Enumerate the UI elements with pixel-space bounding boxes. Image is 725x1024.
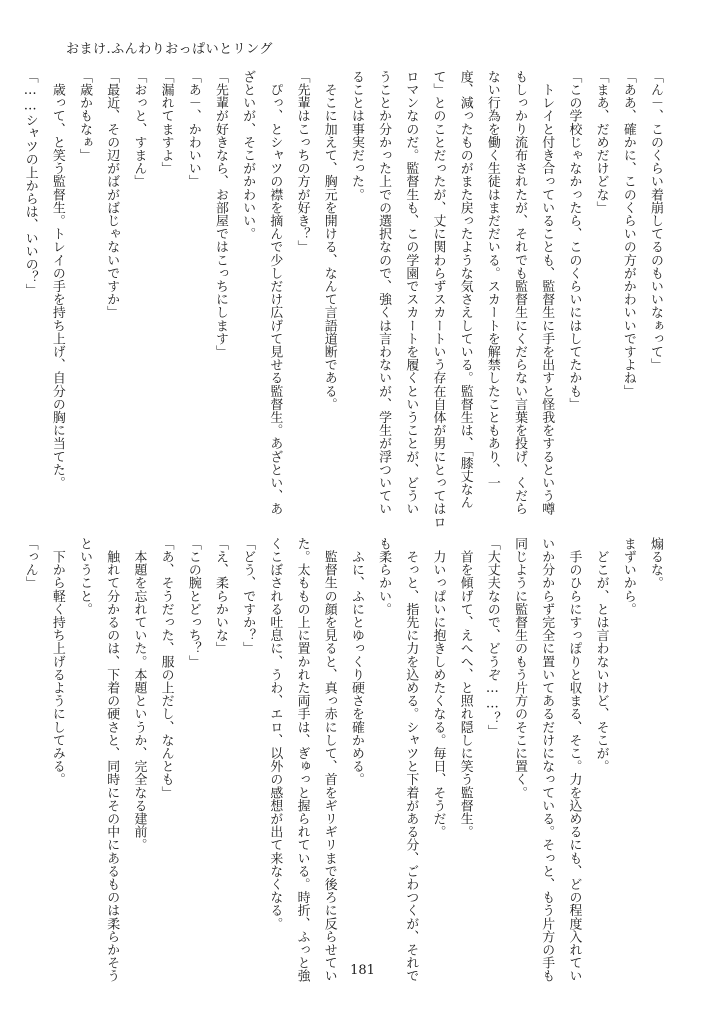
text-column: ということ。: [77, 537, 93, 616]
text-column: もしっかり流布されたが、それでも監督生にくだらない言葉を投げ、くだら: [512, 70, 528, 516]
text-column: 「この学校じゃなかったら、このくらいにはしてたかも」: [566, 70, 582, 411]
text-column: 「まあ、だめだけどな」: [593, 70, 609, 215]
text-column: 「え、柔らかいな」: [213, 537, 228, 655]
text-column: 監督生の顔を見ると、真っ赤にして、首をギリギリまで後ろに反らせてい: [321, 537, 337, 983]
text-column: ざといが、そこがかわいい。: [240, 70, 256, 241]
text-column: 「先輩はこっちの方が好き？」: [294, 70, 310, 254]
running-header: おまけ.ふんわりおっぱいとリング: [66, 42, 273, 57]
text-column: トレイと付き合っていることも、監督生に手を出すと怪我をするという噂: [539, 70, 555, 516]
text-column: も柔らかい。: [376, 537, 392, 616]
text-column: 「どう、ですか？」: [240, 537, 256, 655]
text-column: 「ああ、確かに、このくらいの方がかわいいですよね」: [620, 70, 636, 398]
text-column: 「大丈夫なので、どうぞ……？」: [484, 537, 500, 738]
text-column: 手のひらにすっぽりと収まる、そこ。力を込めるにも、どの程度入れてい: [566, 537, 582, 983]
text-column: そこに加えて、胸元を開ける、なんて言語道断である。: [321, 70, 337, 411]
text-column: 「最近、その辺がばがばじゃないですか」: [104, 70, 120, 319]
text-column: 同じように監督生のもう片方のそこに置く。: [512, 537, 528, 799]
text-column: うことか分かった上での選択なので、強くは言わないが、学生が浮ついてい: [376, 70, 392, 516]
text-column: まずいから。: [620, 537, 636, 616]
text-column: どこが、とは言わないけど、そこが。: [593, 537, 609, 773]
text-column: そっと、指先に力を込める。シャツと下着がある分、ごわつくが、それで: [403, 537, 419, 983]
text-column: 歳って、と笑う監督生。トレイの手を持ち上げ、自分の胸に当てた。: [49, 70, 65, 490]
text-column: 首を傾げて、えへへ、と照れ隠しに笑う監督生。: [457, 537, 473, 839]
text-column: 「ん－、このくらい着崩してるのもいいなぁって」: [648, 70, 663, 372]
text-column: 力いっぱいに抱きしめたくなる。毎日、そうだ。: [430, 537, 446, 839]
text-column: 本題を忘れていた。本題というか、完全なる建前。: [131, 537, 147, 852]
text-column: 度、減ったものがまた戻ったような気さえしている。監督生は、「膝丈なん: [457, 70, 473, 509]
text-column: 「漏れてますよ」: [158, 70, 174, 175]
text-column: て」とのことだったが、丈に関わらずスカートいう存在自体が男にとってはロ: [430, 70, 446, 529]
text-column: た。太ももの上に置かれた両手は、ぎゅっと握られている。時折、ふっと強: [294, 537, 310, 983]
text-column: 「っん」: [22, 537, 38, 590]
text-column: ロマンなのだ。監督生も、この学園でスカートを履くということが、どうい: [403, 70, 419, 516]
page-number: 181: [350, 963, 375, 978]
text-column: ふに、ふにとゆっくり硬さを確かめる。: [348, 537, 364, 786]
text-column: 煽るな。: [648, 537, 663, 590]
upper-text-block: [9, 70, 663, 529]
text-column: くこぼされる吐息に、うわ、エロ、以外の感想が出て来なくなる。: [267, 537, 283, 930]
text-column: 「歳かもなぁ」: [77, 70, 93, 162]
text-column: 「おっと、すまん」: [131, 70, 147, 188]
text-column: 下から軽く持ち上げるようにしてみる。: [49, 537, 65, 786]
text-column: 触れて分かるのは、下着の硬さと、同時にその中にあるものは柔らかそう: [104, 537, 120, 983]
text-column: 「あ－、かわいい」: [185, 70, 201, 188]
text-column: 「……シャツの上からは、いいの？」: [22, 70, 38, 297]
text-column: ぴっ、とシャツの襟を摘んで少しだけ広げて見せる監督生。あざとい、あ: [267, 70, 283, 516]
text-column: 「この腕とどっち？」: [185, 537, 201, 668]
text-column: ない行為を働く生徒はまだだいる。スカートを解禁したこともあり、一: [484, 70, 500, 490]
text-column: いか分からず完全に置いてあるだけになっている。そっと、もう片方の手も: [539, 537, 555, 983]
text-column: 「あ、そうだった、服の上だし、なんとも」: [158, 537, 174, 799]
text-column: 「先輩が好きなら、お部屋ではこっちにします」: [213, 70, 228, 359]
text-column: ることは事実だった。: [348, 70, 364, 201]
